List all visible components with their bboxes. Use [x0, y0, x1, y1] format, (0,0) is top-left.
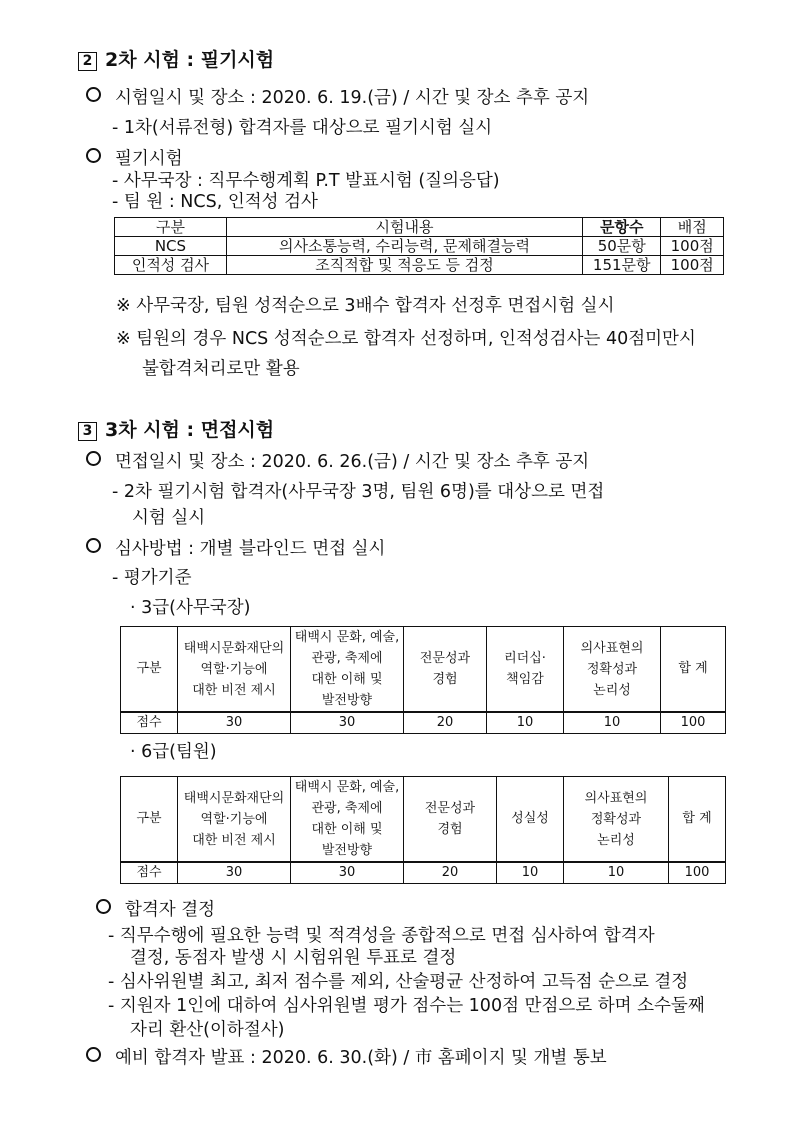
s2-line-4: - 사무국장 : 직무수행계획 P.T 발표시험 (질의응답)	[112, 171, 500, 191]
table-cell: 100점	[661, 237, 724, 256]
s2-line-3: 필기시험	[86, 147, 183, 171]
grade-3-eval-table	[120, 626, 726, 734]
s3-line-3: 심사방법 : 개별 블라인드 면접 실시	[86, 537, 385, 561]
header-cell: 태백시 문화, 예술, 관광, 축제에 대한 이해 및 발전방향	[291, 627, 404, 713]
score-cell: 30	[178, 862, 291, 884]
s3-line-2a: - 2차 필기시험 합격자(사무국장 3명, 팀원 6명)를 대상으로 면접	[112, 482, 605, 502]
score-cell: 30	[291, 862, 404, 884]
header-cell: 시험내용	[226, 218, 582, 237]
table-header-row	[115, 218, 724, 237]
table-cell: NCS	[115, 237, 227, 256]
section-3-number: 3	[78, 422, 97, 441]
s2-note-1: ※ 사무국장, 팀원 성적순으로 3배수 합격자 선정후 면접시험 실시	[116, 296, 615, 316]
table-row	[121, 712, 726, 734]
header-cell: 합 계	[661, 627, 726, 713]
table-cell: 50문항	[583, 237, 661, 256]
header-cell: 문항수	[583, 218, 661, 237]
header-cell: 배점	[661, 218, 724, 237]
score-cell: 10	[497, 862, 564, 884]
table-cell: 151문항	[583, 256, 661, 275]
circle-bullet-icon	[96, 899, 111, 914]
s2-line-2: - 1차(서류전형) 합격자를 대상으로 필기시험 실시	[112, 118, 493, 138]
grade-6-label: · 6급(팀원)	[130, 742, 217, 762]
grade-3-label: · 3급(사무국장)	[130, 598, 251, 618]
s2-note-2a: ※ 팀원의 경우 NCS 성적순으로 합격자 선정하며, 인적성검사는 40점미만시	[116, 329, 696, 349]
table-row	[115, 237, 724, 256]
circle-bullet-icon	[86, 1047, 101, 1062]
score-cell: 100	[669, 862, 726, 884]
header-cell: 태백시문화재단의 역할·기능에 대한 비전 제시	[178, 627, 291, 713]
score-cell: 20	[404, 712, 487, 734]
score-label: 점수	[121, 862, 178, 884]
header-cell: 합 계	[669, 777, 726, 863]
announcement-line: 예비 합격자 발표 : 2020. 6. 30.(화) / 市 홈페이지 및 개별 통보	[86, 1046, 607, 1070]
header-cell: 리더십· 책임감	[487, 627, 564, 713]
written-exam-table	[114, 217, 724, 275]
decision-line-1a: - 직무수행에 필요한 능력 및 적격성을 종합적으로 면접 심사하여 합격자	[108, 926, 655, 946]
table-header-row	[121, 627, 726, 713]
table-row	[115, 256, 724, 275]
score-cell: 10	[564, 712, 661, 734]
circle-bullet-icon	[86, 538, 101, 553]
header-cell: 전문성과 경험	[404, 777, 497, 863]
decision-line-1b: 결정, 동점자 발생 시 시험위원 투표로 결정	[130, 948, 457, 968]
decision-line-2: - 심사위원별 최고, 최저 점수를 제외, 산술평균 산정하여 고득점 순으로 결정	[108, 972, 689, 992]
decision-heading: 합격자 결정	[96, 898, 215, 922]
score-cell: 30	[291, 712, 404, 734]
s2-note-2b: 불합격처리로만 활용	[142, 359, 300, 379]
score-cell: 10	[564, 862, 669, 884]
header-cell: 성실성	[497, 777, 564, 863]
table-cell: 100점	[661, 256, 724, 275]
score-label: 점수	[121, 712, 178, 734]
s3-line-1: 면접일시 및 장소 : 2020. 6. 26.(금) / 시간 및 장소 추후 공지	[86, 450, 589, 474]
section-2-heading	[78, 48, 274, 72]
header-cell: 구분	[115, 218, 227, 237]
header-cell: 태백시 문화, 예술, 관광, 축제에 대한 이해 및 발전방향	[291, 777, 404, 863]
header-cell: 의사표현의 정확성과 논리성	[564, 627, 661, 713]
score-cell: 10	[487, 712, 564, 734]
s3-line-2b: 시험 실시	[132, 508, 206, 528]
score-cell: 30	[178, 712, 291, 734]
section-3-heading	[78, 418, 274, 442]
circle-bullet-icon	[86, 148, 101, 163]
decision-line-3a: - 지원자 1인에 대하여 심사위원별 평가 점수는 100점 만점으로 하며 소수둘째	[108, 996, 705, 1016]
s2-line-5: - 팀 원 : NCS, 인적성 검사	[112, 192, 318, 212]
grade-6-eval-table	[120, 776, 726, 884]
circle-bullet-icon	[86, 87, 101, 102]
header-cell: 의사표현의 정확성과 논리성	[564, 777, 669, 863]
s3-line-4: - 평가기준	[112, 568, 192, 588]
section-2-title: 2차 시험 : 필기시험	[105, 49, 275, 71]
score-cell: 100	[661, 712, 726, 734]
header-cell: 태백시문화재단의 역할·기능에 대한 비전 제시	[178, 777, 291, 863]
decision-line-3b: 자리 환산(이하절사)	[130, 1020, 285, 1040]
section-2-number: 2	[78, 52, 97, 71]
table-row	[121, 862, 726, 884]
table-cell: 조직적합 및 적응도 등 검정	[226, 256, 582, 275]
table-cell: 의사소통능력, 수리능력, 문제해결능력	[226, 237, 582, 256]
section-3-title: 3차 시험 : 면접시험	[105, 419, 275, 441]
s2-line-1: 시험일시 및 장소 : 2020. 6. 19.(금) / 시간 및 장소 추후 공지	[86, 86, 589, 110]
table-header-row	[121, 777, 726, 863]
header-cell: 구분	[121, 627, 178, 713]
header-cell: 전문성과 경험	[404, 627, 487, 713]
circle-bullet-icon	[86, 451, 101, 466]
table-cell: 인적성 검사	[115, 256, 227, 275]
header-cell: 구분	[121, 777, 178, 863]
score-cell: 20	[404, 862, 497, 884]
